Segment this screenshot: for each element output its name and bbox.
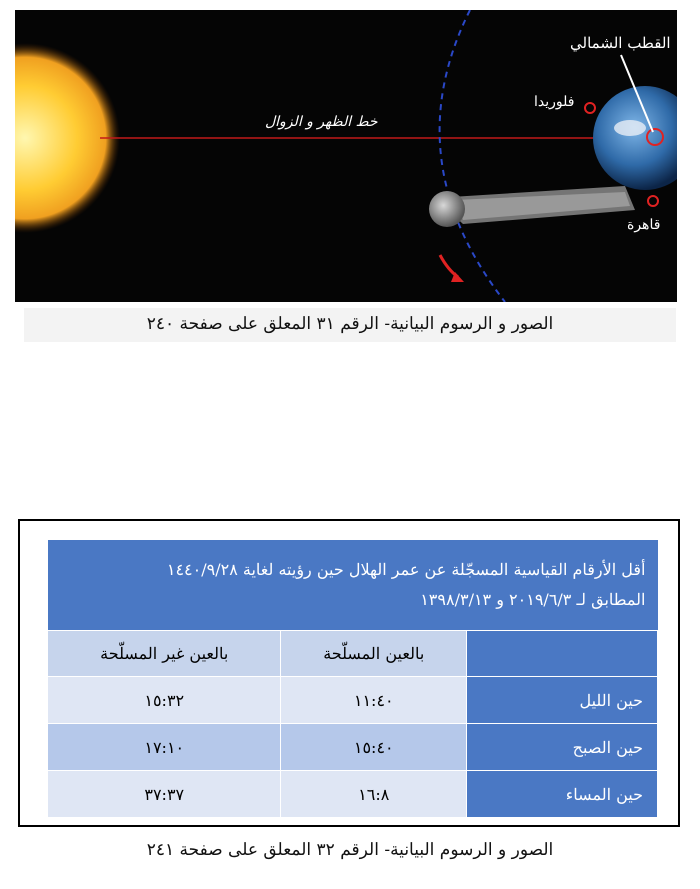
table-caption: الصور و الرسوم البيانية- الرقم ٣٢ المعلق على صفحة ٢٤١ — [146, 840, 554, 860]
florida-label: فلوريدا — [534, 94, 575, 110]
figure-caption: الصور و الرسوم البيانية- الرقم ٣١ المعلق على صفحة ٢٤٠ — [146, 314, 554, 334]
row-label: حين المساء — [467, 771, 658, 818]
figure-illustration — [15, 10, 677, 302]
table-corner-cell — [467, 631, 658, 677]
cairo-marker — [648, 196, 658, 206]
column-header-unarmed: بالعين غير المسلّحة — [48, 631, 281, 677]
unarmed-value: ٣٧:٣٧ — [48, 771, 281, 818]
sun-earth-moon-figure — [15, 10, 677, 302]
armed-value: ١١:٤٠ — [281, 677, 467, 724]
moon-icon — [429, 191, 465, 227]
row-label: حين الصبح — [467, 724, 658, 771]
table-row — [48, 771, 658, 818]
table-title — [48, 540, 658, 631]
armed-value: ١٥:٤٠ — [281, 724, 467, 771]
meridian-label: خط الظهر و الزوال — [265, 114, 378, 130]
north-pole-label: القطب الشمالي — [570, 34, 671, 52]
table-title-line1: أقل الأرقام القياسية المسجّلة عن عمر الهلال حين رؤيته لغاية ١٤٤٠/٩/٢٨ — [166, 560, 646, 579]
column-header-armed: بالعين المسلّحة — [281, 631, 467, 677]
row-label: حين الليل — [467, 677, 658, 724]
florida-marker — [585, 103, 595, 113]
moon-orbit — [440, 10, 505, 302]
cairo-label: قاهرة — [627, 217, 661, 233]
unarmed-value: ١٥:٣٢ — [48, 677, 281, 724]
table-title-line2: المطابق لـ ٢٠١٩/٦/٣ و ١٣٩٨/٣/١٣ — [420, 590, 646, 609]
table-header-row — [48, 631, 658, 677]
table-row — [48, 677, 658, 724]
records-table-frame — [18, 519, 680, 827]
table-row — [48, 724, 658, 771]
records-table — [48, 540, 658, 817]
earth-icon — [593, 86, 677, 190]
unarmed-value: ١٧:١٠ — [48, 724, 281, 771]
armed-value: ١٦:٨ — [281, 771, 467, 818]
